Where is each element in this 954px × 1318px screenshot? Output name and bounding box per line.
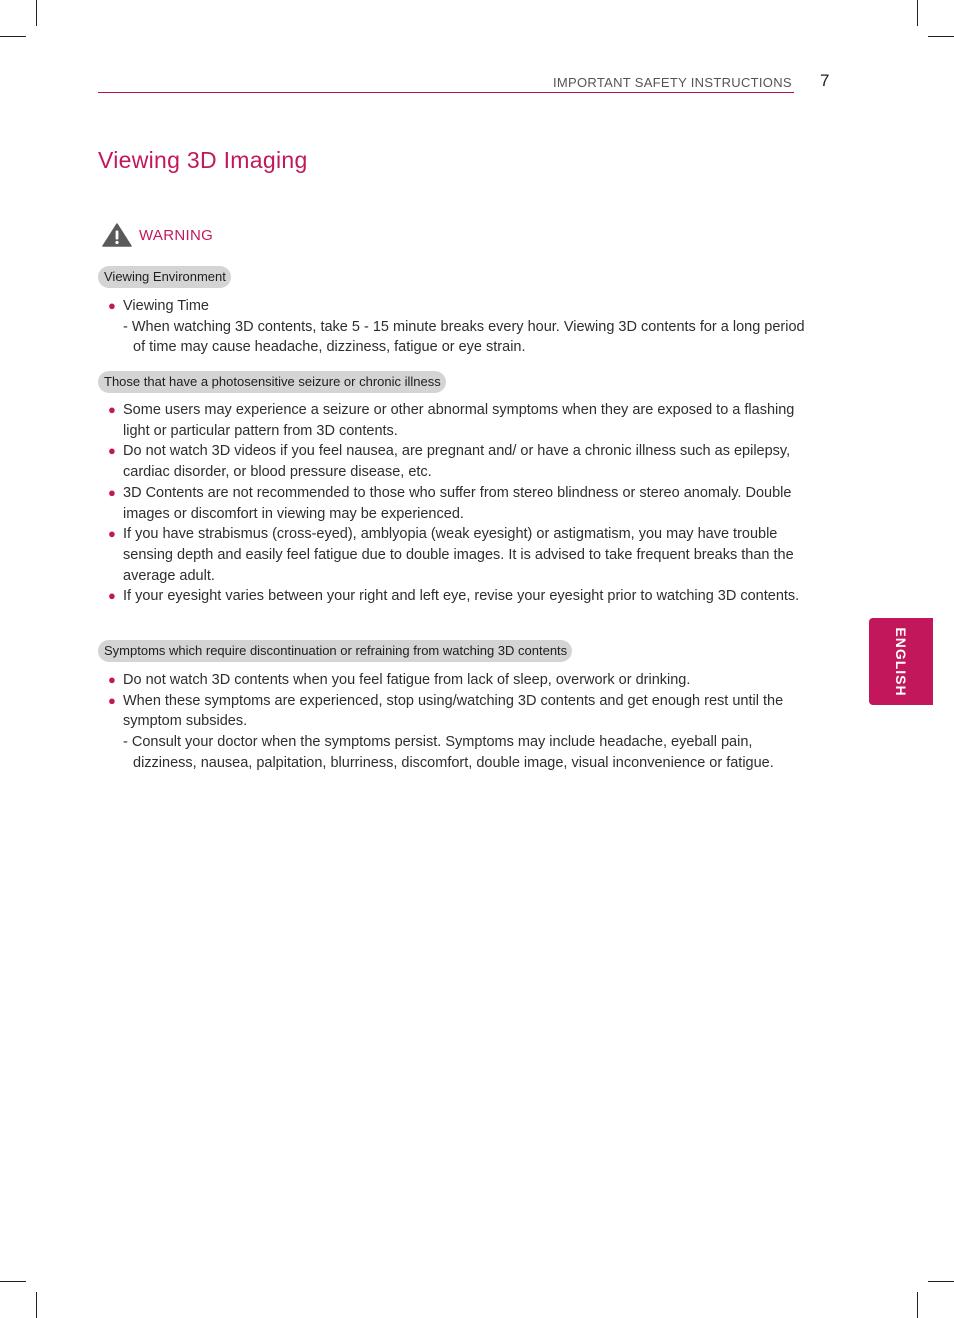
list-item xyxy=(98,586,818,607)
list-item xyxy=(98,524,818,586)
bullet-dot-icon: ● xyxy=(108,692,116,708)
list-item xyxy=(98,441,818,482)
page-number: 7 xyxy=(820,71,830,90)
section-body xyxy=(98,400,818,607)
header-rule xyxy=(98,92,794,93)
list-item-text: Do not watch 3D videos if you feel nausea, are pregnant and/ or have a chronic illness such as epilepsy, cardiac disorder, or blood pressure disease, etc. xyxy=(123,443,791,481)
crop-mark xyxy=(928,1281,954,1282)
warning-row xyxy=(102,222,213,248)
crop-mark xyxy=(917,1292,918,1318)
list-item-text: If you have strabismus (cross-eyed), amblyopia (weak eyesight) or astigmatism, you may have trouble sensing depth and easily feel fatigue due to double images. It is advised to take frequent breaks than the average adult. xyxy=(123,526,794,584)
list-item-text: Do not watch 3D contents when you feel fatigue from lack of sleep, overwork or drinking. xyxy=(123,672,691,688)
list-item xyxy=(98,296,818,358)
list-item-text: 3D Contents are not recommended to those who suffer from stereo blindness or stereo anomaly. Double images or discomfort in viewing may be experienced. xyxy=(123,484,792,522)
bullet-dot-icon: ● xyxy=(108,672,116,687)
running-header: IMPORTANT SAFETY INSTRUCTIONS xyxy=(553,75,792,90)
bullet-dot-icon: ● xyxy=(108,443,116,459)
bullet-dot-icon: ● xyxy=(108,588,116,604)
list-item xyxy=(98,483,818,524)
bullet-dot-icon: ● xyxy=(108,526,116,542)
page-title: Viewing 3D Imaging xyxy=(98,147,308,173)
section-heading: Viewing Environment xyxy=(98,266,231,288)
list-item xyxy=(98,670,818,691)
language-tab xyxy=(869,618,933,705)
list-item xyxy=(98,400,818,441)
list-item-text: Some users may experience a seizure or other abnormal symptoms when they are exposed to a flashing light or particular pattern from 3D contents. xyxy=(123,402,795,439)
crop-mark xyxy=(0,1281,26,1282)
crop-mark xyxy=(0,36,26,37)
section-heading: Symptoms which require discontinuation or refraining from watching 3D contents xyxy=(98,640,572,662)
list-item-text: When these symptoms are experienced, stop using/watching 3D contents and get enough rest until the symptom subsides. xyxy=(123,692,784,730)
warning-triangle-icon xyxy=(102,223,132,247)
warning-label: WARNING xyxy=(139,226,214,244)
language-tab-label: ENGLISH xyxy=(893,626,909,697)
bullet-dot-icon: ● xyxy=(108,484,116,500)
list-item-subtext: - Consult your doctor when the symptoms persist. Symptoms may include headache, eyeball pain, dizziness, nausea, palpitation, blurriness, discomfort, double image, visual inconvenience or fatigue. xyxy=(123,734,774,771)
list-item-subtext: - When watching 3D contents, take 5 - 15 minute breaks every hour. Viewing 3D contents for a long period of time may cause headache, dizziness, fatigue or eye strain. xyxy=(123,318,805,356)
crop-mark xyxy=(917,0,918,26)
crop-mark xyxy=(36,1292,37,1318)
section-body xyxy=(98,670,818,774)
list-item-text: If your eyesight varies between your right and left eye, revise your eyesight prior to watching 3D contents. xyxy=(123,588,800,605)
section-heading: Those that have a photosensitive seizure or chronic illness xyxy=(98,371,446,393)
crop-mark xyxy=(36,0,37,26)
bullet-dot-icon: ● xyxy=(108,298,116,313)
list-item-text: Viewing Time xyxy=(123,298,209,314)
crop-mark xyxy=(928,36,954,37)
list-item xyxy=(98,691,818,774)
bullet-dot-icon: ● xyxy=(108,402,116,417)
section-body xyxy=(98,296,818,358)
